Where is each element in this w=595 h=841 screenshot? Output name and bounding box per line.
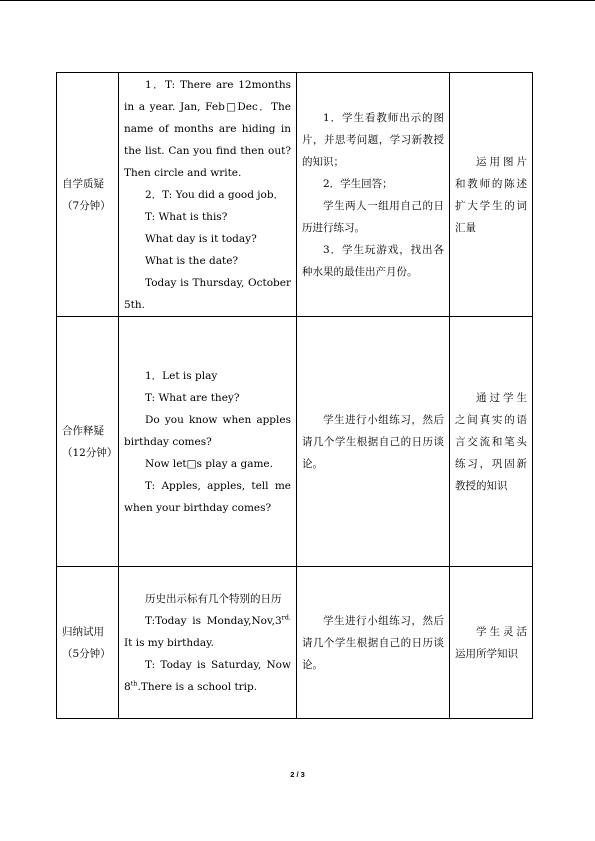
teacher-activity-cell: [119, 567, 297, 719]
stage-label: 自学质疑（7分钟）: [62, 177, 111, 212]
stage-label: 归纳试用（5分钟）: [62, 625, 111, 660]
student-line: 1．学生看教师出示的图片，并思考问题，学习新教授的知识；: [302, 111, 444, 168]
table-row: [57, 73, 533, 317]
ordinal-suffix: rd.: [281, 613, 291, 621]
teacher-line: T: What is this?: [145, 210, 228, 223]
teacher-line: [124, 654, 291, 698]
student-line: 学生进行小组练习，然后请几个学生根据自己的日历谈论。: [302, 614, 444, 671]
stage-label: 合作释疑（12分钟）: [62, 424, 118, 459]
intent-text: 运用图片和教师的陈述扩大学生的词汇量: [455, 155, 527, 234]
teacher-line: [124, 610, 291, 654]
teacher-activity-cell: [119, 73, 297, 317]
table-row: [57, 567, 533, 719]
intent-cell: [450, 317, 533, 567]
header-rule: [0, 0, 595, 1]
student-activity-cell: [297, 317, 450, 567]
teacher-text: .There is a school trip.: [137, 680, 258, 693]
intent-cell: [450, 567, 533, 719]
teacher-line: Now let□s play a game.: [145, 457, 273, 470]
stage-cell: [57, 567, 119, 719]
student-activity-cell: [297, 73, 450, 317]
teacher-line: 历史出示标有几个特别的日历: [145, 592, 282, 605]
teacher-activity-cell: [119, 317, 297, 567]
teacher-line: T: Apples, apples, tell me when your birthday comes?: [124, 479, 291, 514]
lesson-plan-table: [56, 72, 533, 719]
stage-cell: [57, 73, 119, 317]
teacher-line: What day is it today?: [145, 232, 257, 245]
table-row: [57, 317, 533, 567]
student-line: 学生进行小组练习，然后请几个学生根据自己的日历谈论。: [302, 413, 444, 470]
student-line: 学生两人一组用自己的日历进行练习。: [302, 199, 444, 234]
teacher-text: T: Today is Saturday, Now 8: [124, 658, 291, 693]
teacher-line: Do you know when apples birthday comes?: [124, 413, 291, 448]
stage-cell: [57, 317, 119, 567]
teacher-text: It is my birthday.: [124, 636, 214, 649]
student-line: 2．学生回答；: [323, 177, 393, 190]
intent-text: 学生灵活运用所学知识: [455, 625, 527, 660]
student-activity-cell: [297, 567, 450, 719]
teacher-line: 2．T: You did a good job．: [145, 188, 285, 201]
teacher-line: What is the date?: [145, 254, 239, 267]
intent-cell: [450, 73, 533, 317]
teacher-line: T: What are they?: [145, 391, 240, 404]
teacher-line: Today is Thursday, October 5th.: [124, 276, 291, 311]
teacher-line: 1．Let is play: [145, 369, 218, 382]
ordinal-suffix: th: [130, 679, 138, 687]
teacher-line: 1．T: There are 12months in a year. Jan, Feb□Dec．The name of months are hiding in the list. Can you find then out? Then circle and write.: [124, 78, 291, 179]
student-line: 3．学生玩游戏，找出各种水果的最佳出产月份。: [302, 243, 444, 278]
page-number: 2 / 3: [290, 770, 305, 779]
teacher-text: T:Today is Monday,Nov,3: [145, 614, 282, 627]
intent-text: 通过学生之间真实的语言交流和笔头练习，巩固新教授的知识: [455, 391, 527, 492]
